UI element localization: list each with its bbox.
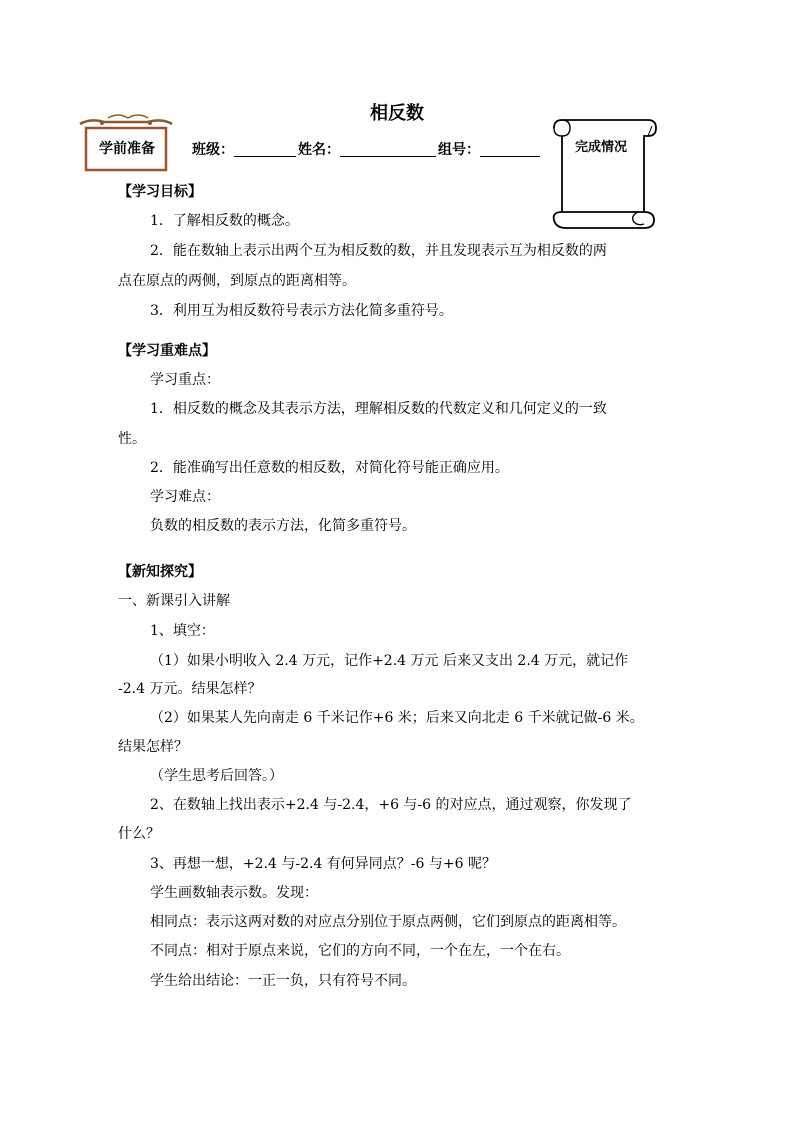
class-field[interactable] bbox=[234, 142, 296, 157]
question-line: -2.4 万元。结果怎样？ bbox=[118, 681, 262, 697]
objective-item: 1．了解相反数的概念。 bbox=[150, 213, 299, 229]
objectives-heading: 【学习目标】 bbox=[118, 184, 202, 200]
badge-label: 学前准备 bbox=[99, 141, 155, 157]
focus-label: 学习重点： bbox=[150, 372, 220, 388]
question-line: （2）如果某人先向南走 6 千米记作+6 米；后来又向北走 6 千米就记做-6 米。 bbox=[150, 710, 644, 726]
class-field-label: 班级： bbox=[192, 142, 234, 158]
explore-heading: 【新知探究】 bbox=[118, 564, 202, 580]
focus-item: 2．能准确写出任意数的相反数，对简化符号能正确应用。 bbox=[150, 460, 509, 476]
question: 3、再想一想，+2.4 与-2.4 有何异同点？-6 与+6 呢？ bbox=[150, 856, 496, 872]
scroll-icon bbox=[546, 118, 662, 230]
key-points-heading: 【学习重难点】 bbox=[118, 343, 216, 359]
objective-item: 3．利用互为相反数符号表示方法化简多重符号。 bbox=[150, 303, 453, 319]
question: 2、在数轴上找出表示+2.4 与-2.4，+6 与-6 的对应点，通过观察，你发现了 bbox=[150, 797, 632, 813]
answer-line: 相同点：表示这两对数的对应点分别位于原点两侧，它们到原点的距离相等。 bbox=[150, 914, 626, 930]
answer-line: 学生给出结论：一正一负，只有符号不同。 bbox=[150, 973, 416, 989]
question-line: 什么？ bbox=[118, 826, 160, 842]
difficulty-label: 学习难点： bbox=[150, 489, 220, 505]
name-field[interactable] bbox=[340, 142, 436, 157]
focus-item: 性。 bbox=[118, 431, 146, 447]
focus-item: 1．相反数的概念及其表示方法，理解相反数的代数定义和几何定义的一致 bbox=[150, 401, 607, 417]
answer-line: 不同点：相对于原点来说，它们的方向不同，一个在左，一个在右。 bbox=[150, 943, 570, 959]
objective-item: 2．能在数轴上表示出两个互为相反数的数，并且发现表示互为相反数的两 bbox=[150, 243, 607, 259]
completion-status-label: 完成情况 bbox=[574, 140, 627, 155]
name-field-label: 姓名： bbox=[298, 142, 340, 158]
answer-line: 学生画数轴表示数。发现： bbox=[150, 885, 318, 901]
group-field-label: 组号： bbox=[438, 142, 480, 158]
difficulty-item: 负数的相反数的表示方法，化简多重符号。 bbox=[150, 518, 416, 534]
part-title: 一、新课引入讲解 bbox=[118, 593, 230, 609]
question-line: 结果怎样？ bbox=[118, 739, 188, 755]
group-field[interactable] bbox=[480, 142, 540, 157]
objective-item: 点在原点的两侧，到原点的距离相等。 bbox=[118, 273, 356, 289]
page-title: 相反数 bbox=[370, 103, 424, 124]
question-note: （学生思考后回答。） bbox=[150, 768, 283, 784]
question-line: （1）如果小明收入 2.4 万元，记作+2.4 万元 后来又支出 2.4 万元，就记作 bbox=[150, 653, 629, 669]
question: 1、填空： bbox=[150, 623, 215, 639]
